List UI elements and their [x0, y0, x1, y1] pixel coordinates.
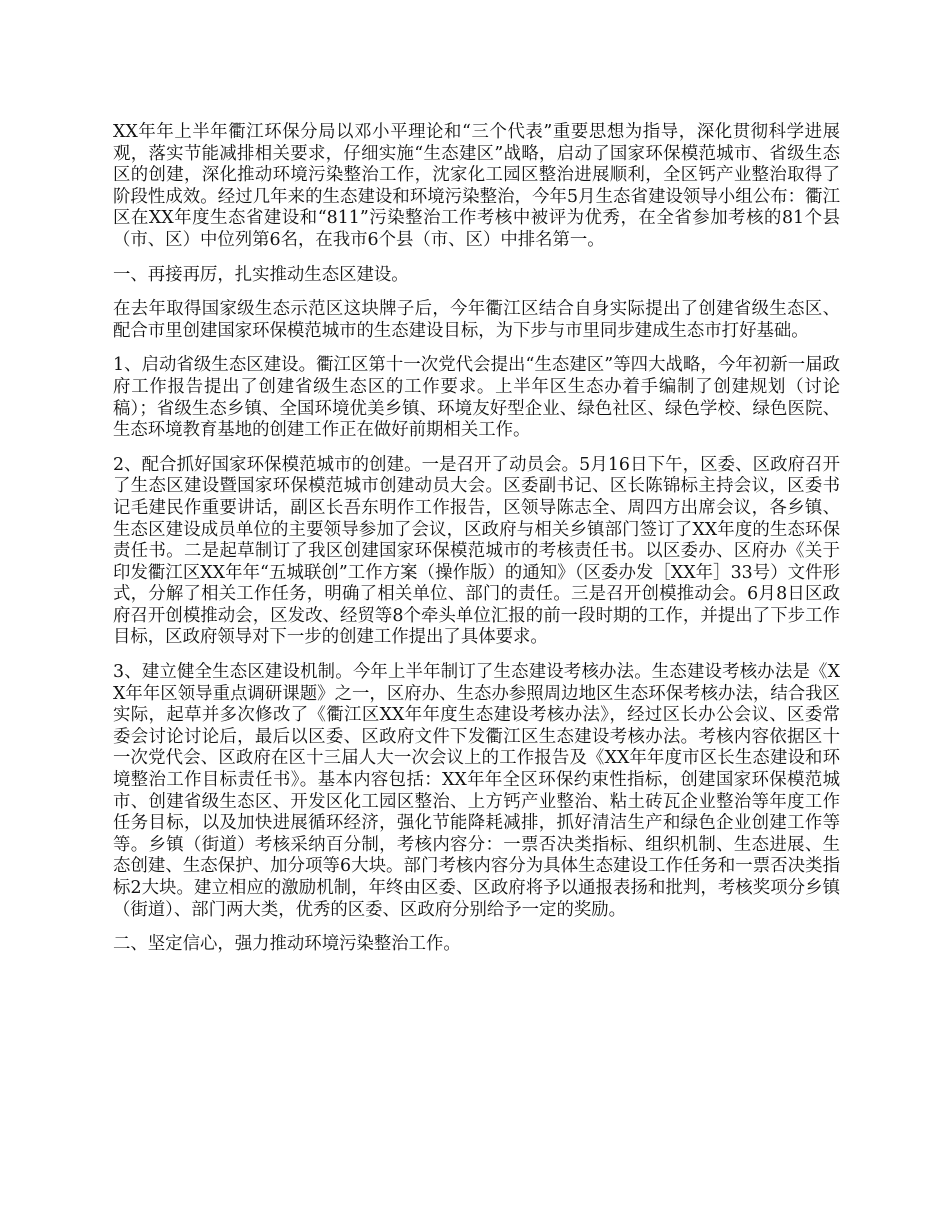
intro-paragraph: XX年年上半年衢江环保分局以邓小平理论和“三个代表”重要思想为指导，深化贯彻科学进展观，落实节能减排相关要求，仔细实施“生态建区”战略，启动了国家环保模范城市、省级生态区的创建，深化推动环境污染整治工作，沈家化工园区整治进展顺利，全区钙产业整治取得了阶段性成效。经过几年来的生态建设和环境污染整治，今年5月生态省建设领导小组公布：衢江区在XX年度生态省建设和“811”污染整治工作考核中被评为优秀，在全省参加考核的81个县（市、区）中位列第6名，在我市6个县（市、区）中排名第一。 — [113, 122, 840, 250]
section-heading-2: 二、坚定信心，强力推动环境污染整治工作。 — [113, 934, 461, 955]
document-body — [113, 122, 840, 969]
item-1-paragraph: 1、启动省级生态区建设。衢江区第十一次党代会提出“生态建区”等四大战略，今年初新一届政府工作报告提出了创建省级生态区的工作要求。上半年区生态办着手编制了创建规划（讨论稿）；省级生态乡镇、全国环境优美乡镇、环境友好型企业、绿色社区、绿色学校、绿色医院、生态环境教育基地的创建工作正在做好前期相关工作。 — [113, 355, 840, 441]
item-3-paragraph: 3、建立健全生态区建设机制。今年上半年制订了生态建设考核办法。生态建设考核办法是《XX年年区领导重点调研课题》之一，区府办、生态办参照周边地区生态环保考核办法，结合我区实际，起草并多次修改了《衢江区XX年年度生态建设考核办法》，经过区长办公会议、区委常委会讨论讨论后，最后以区委、区政府文件下发衢江区生态建设考核办法。考核内容依据区十一次党代会、区政府在区十三届人大一次会议上的工作报告及《XX年年度市区长生态建设和环境整治工作目标责任书》。基本内容包括：XX年年全区环保约束性指标，创建国家环保模范城市、创建省级生态区、开发区化工园区整治、上方钙产业整治、粘土砖瓦企业整治等年度工作任务目标，以及加快进展循环经济，强化节能降耗减排，抓好清洁生产和绿色企业创建工作等等。乡镇（街道）考核采纳百分制，考核内容分：一票否决类指标、组织机制、生态进展、生态创建、生态保护、加分项等6大块。部门考核内容分为具体生态建设工作任务和一票否决类指标2大块。建立相应的激励机制，年终由区委、区政府将予以通报表扬和批判，考核奖项分乡镇（街道）、部门两大类，优秀的区委、区政府分别给予一定的奖励。 — [113, 662, 840, 920]
item-2-paragraph: 2、配合抓好国家环保模范城市的创建。一是召开了动员会。5月16日下午，区委、区政府召开了生态区建设暨国家环保模范城市创建动员大会。区委副书记、区长陈锦标主持会议，区委书记毛建民作重要讲话，副区长吾东明作工作报告，区领导陈志全、周四方出席会议，各乡镇、生态区建设成员单位的主要领导参加了会议，区政府与相关乡镇部门签订了XX年度的生态环保责任书。二是起草制订了我区创建国家环保模范城市的考核责任书。以区委办、区府办《关于印发衢江区XX年年“五城联创”工作方案（操作版）的通知》（区委办发［XX年］33号）文件形式，分解了相关工作任务，明确了相关单位、部门的责任。三是召开创模推动会。6月8日区政府召开创模推动会，区发改、经贸等8个牵头单位汇报的前一段时期的工作，并提出了下步工作目标，区政府领导对下一步的创建工作提出了具体要求。 — [113, 454, 840, 648]
section-1-intro-paragraph: 在去年取得国家级生态示范区这块牌子后，今年衢江区结合自身实际提出了创建省级生态区、配合市里创建国家环保模范城市的生态建设目标，为下步与市里同步建成生态市打好基础。 — [113, 299, 840, 341]
section-heading-1: 一、再接再厉，扎实推动生态区建设。 — [113, 264, 409, 285]
